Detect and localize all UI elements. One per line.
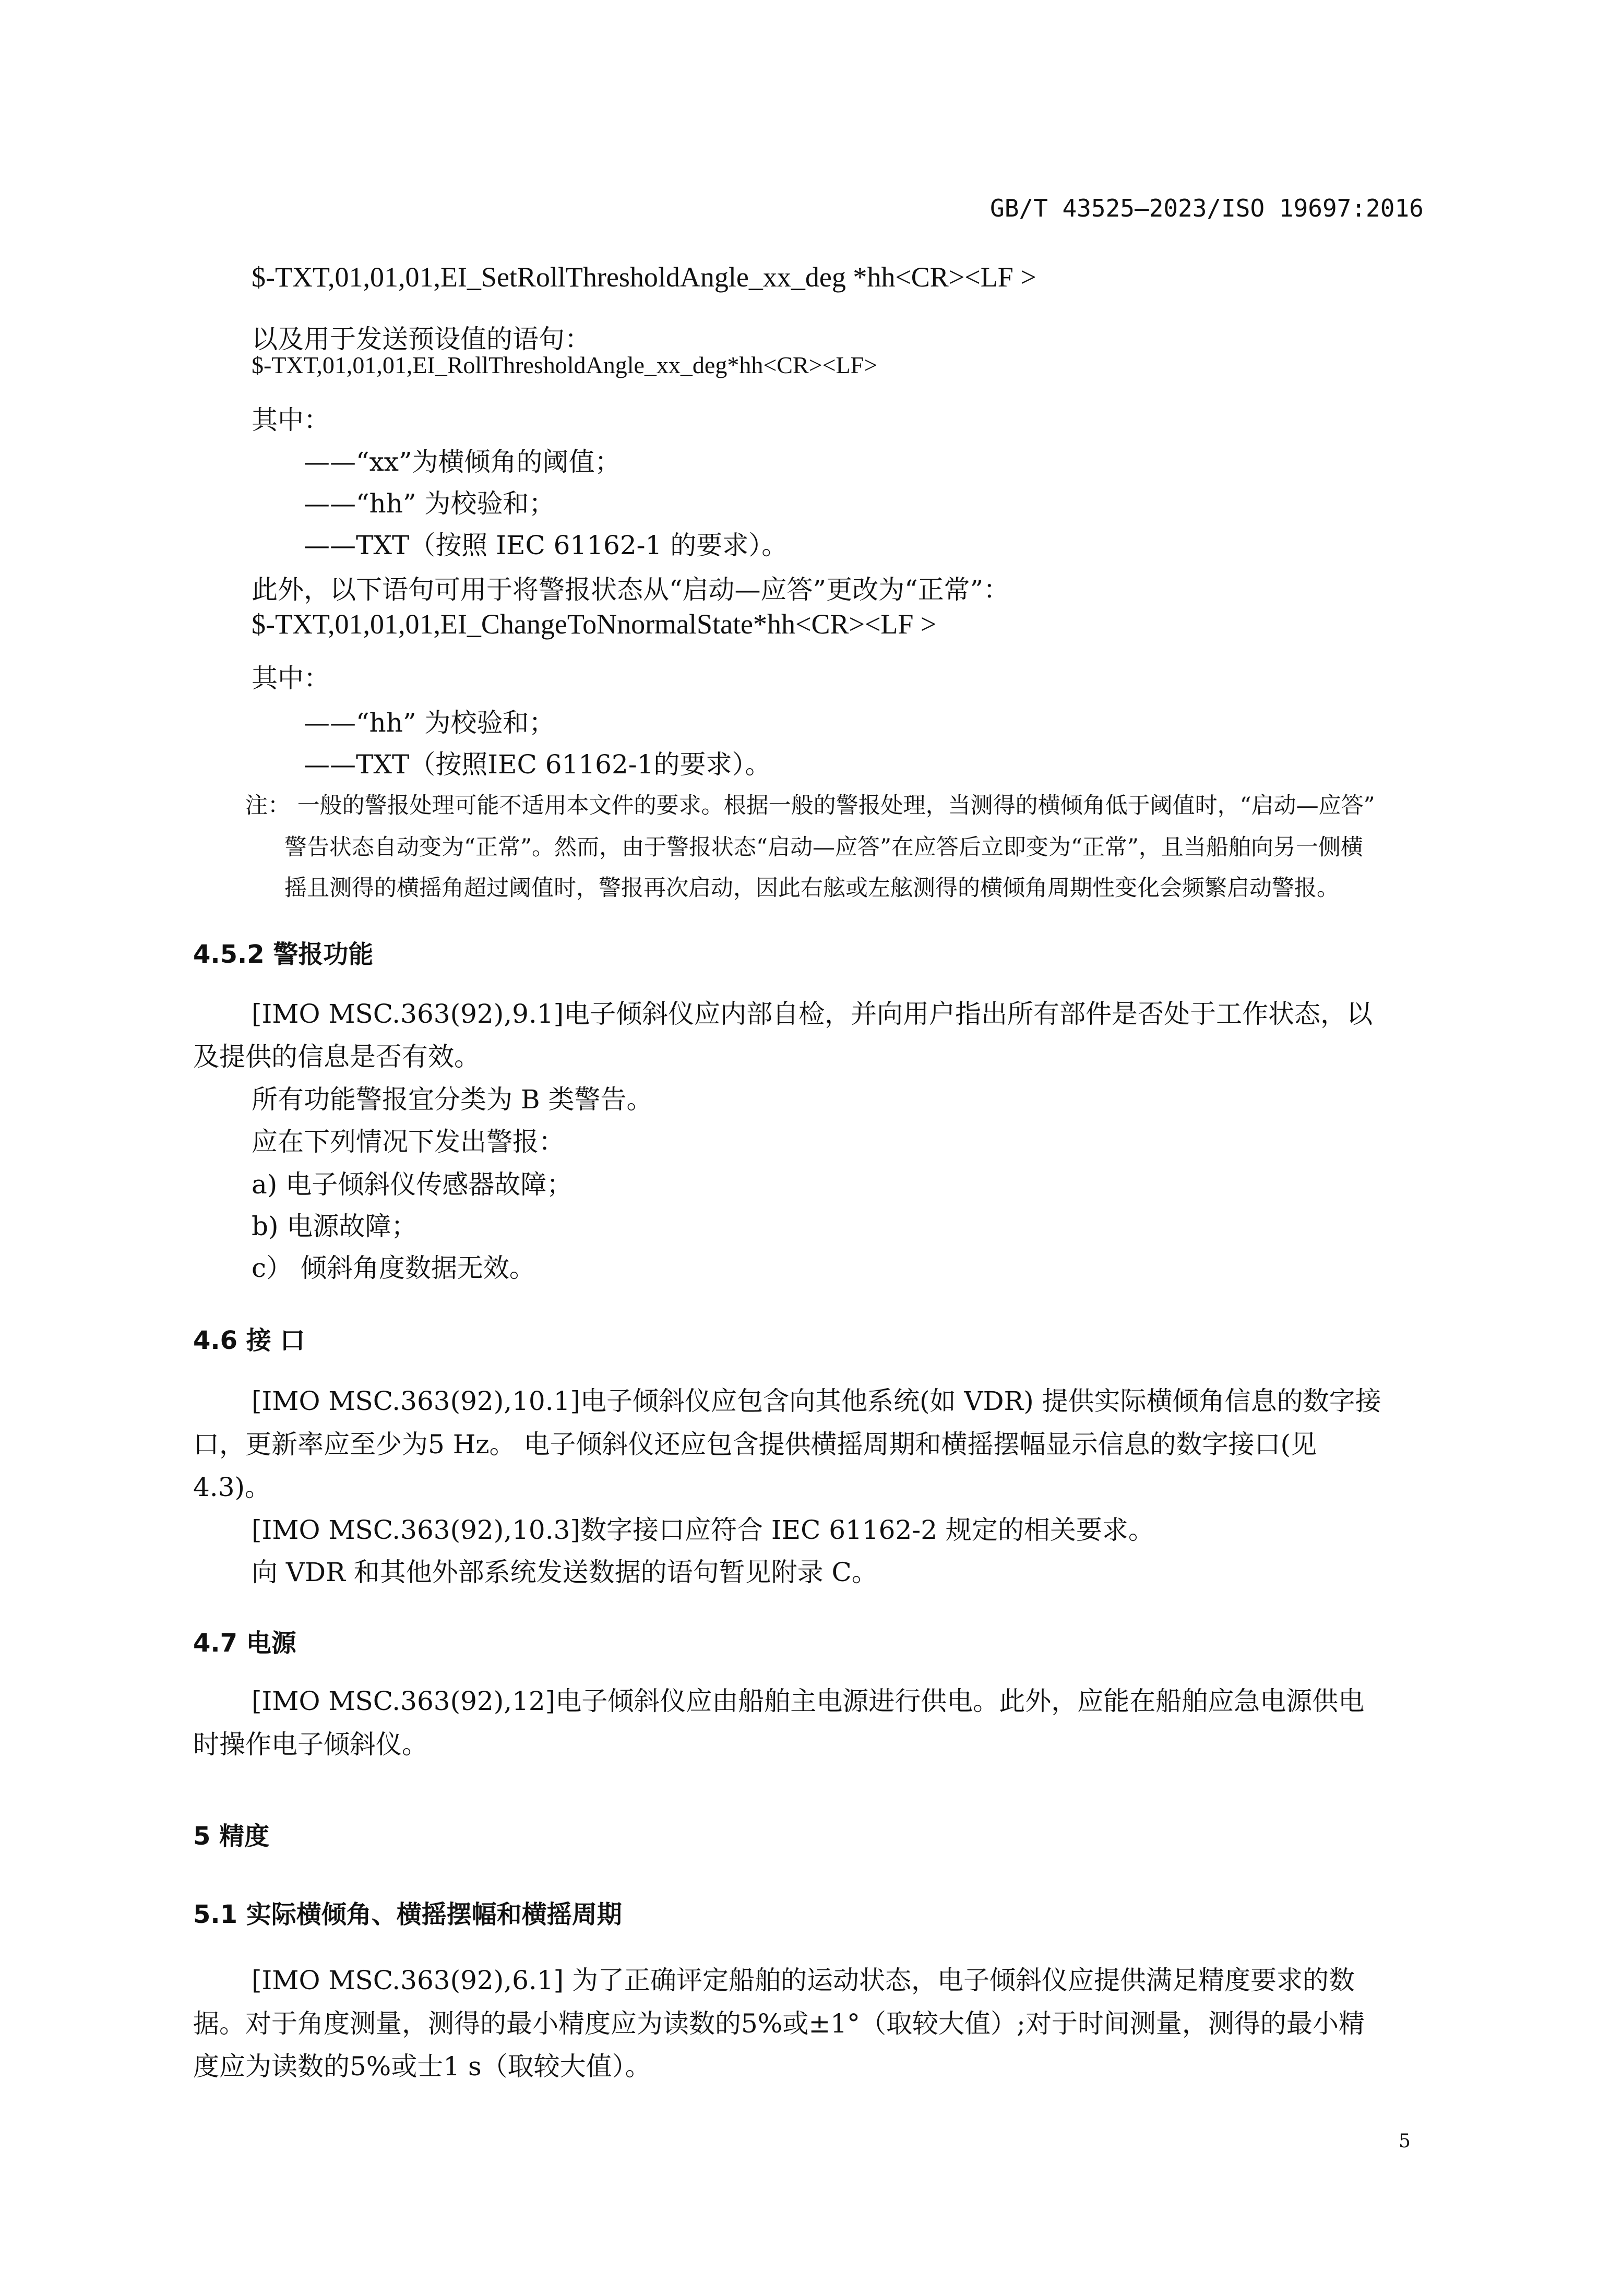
text-line: 此外，以下语句可用于将警报状态从“启动—应答”更改为“正常”： [252,575,1010,605]
paragraph-line: 口，更新率应至少为5 Hz。 电子倾斜仪还应包含提供横摇周期和横摇摆幅显示信息的数字接口(见 [193,1429,1317,1460]
dash-item: ——TXT（按照 IEC 61162-1 的要求）。 [304,530,788,560]
list-item: c） 倾斜角度数据无效。 [252,1253,535,1283]
section-heading-4-7: 4.7 电源 [193,1629,296,1658]
paragraph-line: 所有功能警报宜分类为 B 类警告。 [252,1084,653,1115]
sentence-change-to-normal: $-TXT,01,01,01,EI_ChangeToNnormalState*hh<CR><LF > [252,608,937,640]
dash-item: ——“hh” 为校验和； [304,708,555,738]
standard-number: GB/T 43525—2023/ISO 19697:2016 [990,194,1424,222]
section-heading-4-6: 4.6 接 口 [193,1326,305,1355]
paragraph-line: 向 VDR 和其他外部系统发送数据的语句暂见附录 C。 [252,1557,878,1587]
paragraph-line: 应在下列情况下发出警报： [252,1127,565,1157]
note-line: 警告状态自动变为“正常”。然而，由于警报状态“启动—应答”在应答后立即变为“正常”，且当船舶向另一侧横 [284,834,1363,860]
sentence-roll-threshold: $-TXT,01,01,01,EI_RollThresholdAngle_xx_deg*hh<CR><LF> [252,352,878,378]
list-item: a) 电子倾斜仪传感器故障； [252,1169,573,1200]
paragraph-line: [IMO MSC.363(92),6.1] 为了正确评定船舶的运动状态，电子倾斜仪应提供满足精度要求的数 [252,1965,1355,1995]
paragraph-line: [IMO MSC.363(92),10.1]电子倾斜仪应包含向其他系统(如 VDR) 提供实际横倾角信息的数字接 [252,1386,1381,1416]
dash-item: ——“xx”为横倾角的阈值； [304,447,621,477]
note-line: 注： 一般的警报处理可能不适用本文件的要求。根据一般的警报处理，当测得的横倾角低于阈值时，“启动—应答” [245,793,1375,819]
list-item: b) 电源故障； [252,1211,418,1241]
page-number: 5 [1399,2131,1411,2152]
paragraph-line: 据。对于角度测量，测得的最小精度应为读数的5%或±1°（取较大值）;对于时间测量，测得的最小精 [193,2008,1365,2039]
section-heading-5: 5 精度 [193,1822,270,1851]
paragraph-line: [IMO MSC.363(92),9.1]电子倾斜仪应内部自检，并向用户指出所有部件是否处于工作状态，以 [252,999,1373,1029]
section-heading-4-5-2: 4.5.2 警报功能 [193,940,374,969]
paragraph-line: 及提供的信息是否有效。 [193,1042,480,1072]
dash-item: ——TXT（按照IEC 61162-1的要求）。 [304,749,771,780]
text-line: 以及用于发送预设值的语句： [252,324,591,354]
paragraph-line: 4.3)。 [193,1472,271,1502]
dash-item: ——“hh” 为校验和； [304,488,555,519]
sentence-set-roll-threshold: $-TXT,01,01,01,EI_SetRollThresholdAngle_xx_deg *hh<CR><LF > [252,261,1036,293]
paragraph-line: [IMO MSC.363(92),10.3]数字接口应符合 IEC 61162-2 规定的相关要求。 [252,1515,1154,1545]
text-line: 其中： [252,663,330,693]
paragraph-line: [IMO MSC.363(92),12]电子倾斜仪应由船舶主电源进行供电。此外，应能在船舶应急电源供电 [252,1686,1365,1716]
paragraph-line: 度应为读数的5%或士1 s（取较大值）。 [193,2051,651,2082]
section-heading-5-1: 5.1 实际横倾角、横摇摆幅和横摇周期 [193,1900,622,1929]
paragraph-line: 时操作电子倾斜仪。 [193,1729,428,1760]
note-line: 摇且测得的横摇角超过阈值时，警报再次启动，因此右舷或左舷测得的横倾角周期性变化会频繁启动警报。 [284,875,1339,901]
text-line: 其中： [252,405,330,435]
